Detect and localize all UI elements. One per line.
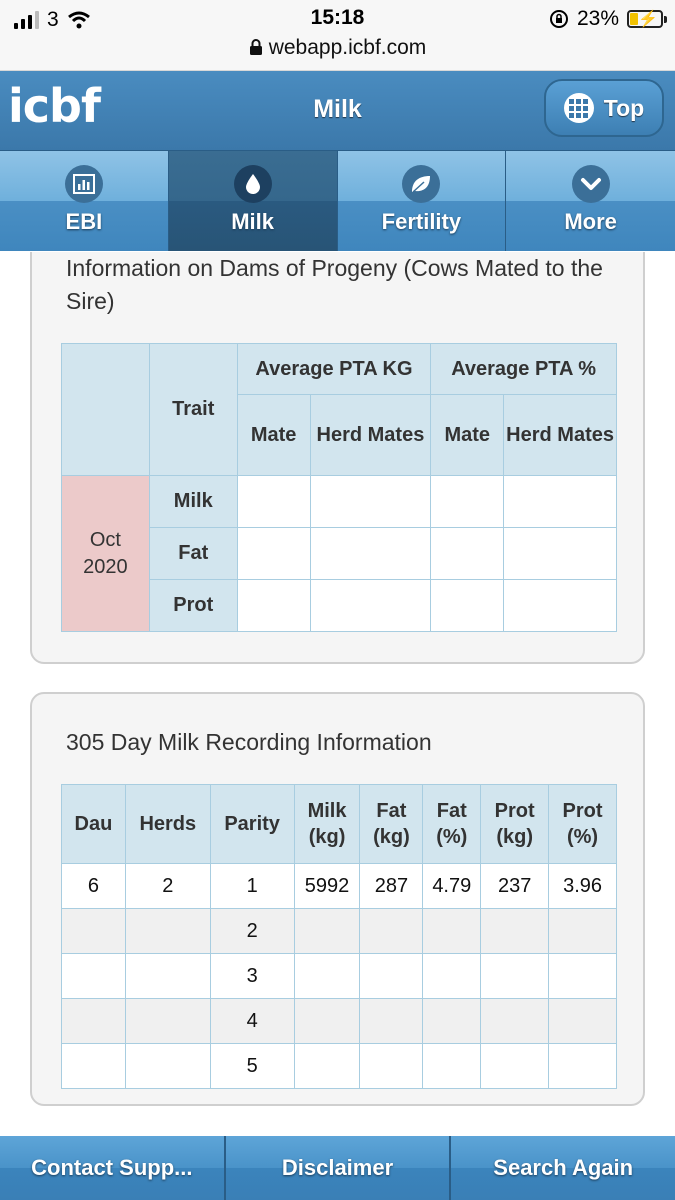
column-header: Prot (%) [549,785,617,864]
cell [549,909,617,954]
cell: 5992 [294,864,360,909]
cell: 6 [62,864,126,909]
cell [62,909,126,954]
column-header: Fat (%) [423,785,481,864]
table-corner [62,344,150,476]
column-header: Prot (kg) [481,785,549,864]
cell: 3.96 [549,864,617,909]
battery-icon: ⚡ [627,10,663,28]
table-row [62,954,617,999]
cell [294,909,360,954]
cell: 4.79 [423,864,481,909]
chevron-down-icon [572,165,610,203]
tab-fertility[interactable] [338,151,507,251]
cell [360,999,423,1044]
column-header: Fat (kg) [360,785,423,864]
tab-fertility-label: Fertility [381,209,462,234]
milk-recording-title: 305 Day Milk Recording Information [66,729,432,755]
cell: 237 [481,864,549,909]
cell [423,1044,481,1089]
tab-bar [0,151,675,251]
cell [423,954,481,999]
cell [549,954,617,999]
cell [360,954,423,999]
url-text: webapp.icbf.com [268,36,427,59]
cell: 4 [210,999,294,1044]
milk-recording-card [30,692,645,1106]
icbf-logo[interactable]: icbf [8,79,100,133]
cell [423,909,481,954]
table-row [62,909,617,954]
tab-ebi-label: EBI [65,209,103,234]
trait-fat: Fat [149,528,237,580]
search-again-button[interactable]: Search Again [451,1136,675,1200]
cell [481,999,549,1044]
cell [549,999,617,1044]
tab-milk[interactable] [169,151,338,251]
grid-icon [564,93,594,123]
tab-more-label: More [564,209,617,234]
top-button-label: Top [603,94,645,121]
carrier-label: 3 [47,8,59,31]
tab-milk-label: Milk [231,209,275,234]
chart-icon [65,165,103,203]
cell: 287 [360,864,423,909]
table-header-row [62,785,617,864]
milk-recording-table [61,784,617,1089]
trait-prot: Prot [149,580,237,632]
cell [62,999,126,1044]
clock: 15:18 [310,6,365,29]
rotation-lock-icon [549,9,569,29]
status-bar [0,0,675,71]
cell [125,999,210,1044]
tab-ebi[interactable] [0,151,169,251]
trait-header: Trait [149,344,237,476]
tab-more[interactable] [506,151,675,251]
column-header: Milk (kg) [294,785,360,864]
top-button[interactable] [544,79,664,137]
table-row [62,864,617,909]
table-row [62,1044,617,1089]
cell [481,1044,549,1089]
cell: 1 [210,864,294,909]
dams-title: Information on Dams of Progeny (Cows Mated to the Sire) [66,255,603,314]
cell [125,1044,210,1089]
cell [481,909,549,954]
drop-icon [234,165,272,203]
contact-support-button[interactable]: Contact Supp... [0,1136,226,1200]
page-title: Milk [313,95,362,123]
cell [360,909,423,954]
date-cell [62,476,150,632]
cell [62,954,126,999]
dams-table [61,343,617,632]
disclaimer-button[interactable]: Disclaimer [226,1136,452,1200]
cell: 2 [210,909,294,954]
cell [125,954,210,999]
avg-pta-kg-header: Average PTA KG [237,344,431,395]
app-header [0,71,675,151]
cell [294,1044,360,1089]
table-row [62,476,617,528]
main-content[interactable] [0,252,675,1136]
cell [125,909,210,954]
cell [294,999,360,1044]
cell: 5 [210,1044,294,1089]
url-bar[interactable] [0,36,675,60]
leaf-icon [402,165,440,203]
column-header: Dau [62,785,126,864]
cell [62,1044,126,1089]
cell: 2 [125,864,210,909]
dams-card [30,252,645,664]
herd-mates-kg-header: Herd Mates [310,395,431,476]
cell [423,999,481,1044]
date-label: Oct 2020 [83,528,128,578]
cell [549,1044,617,1089]
battery-status [549,7,663,31]
table-row [62,999,617,1044]
avg-pta-pct-header: Average PTA % [431,344,617,395]
cell [481,954,549,999]
trait-milk: Milk [149,476,237,528]
cell: 3 [210,954,294,999]
mate-pct-header: Mate [431,395,504,476]
column-header: Parity [210,785,294,864]
column-header: Herds [125,785,210,864]
battery-percent: 23% [576,7,619,30]
mate-kg-header: Mate [237,395,310,476]
footer-bar [0,1136,675,1200]
cell [294,954,360,999]
lock-icon [249,38,263,56]
cell [360,1044,423,1089]
herd-mates-pct-header: Herd Mates [504,395,617,476]
